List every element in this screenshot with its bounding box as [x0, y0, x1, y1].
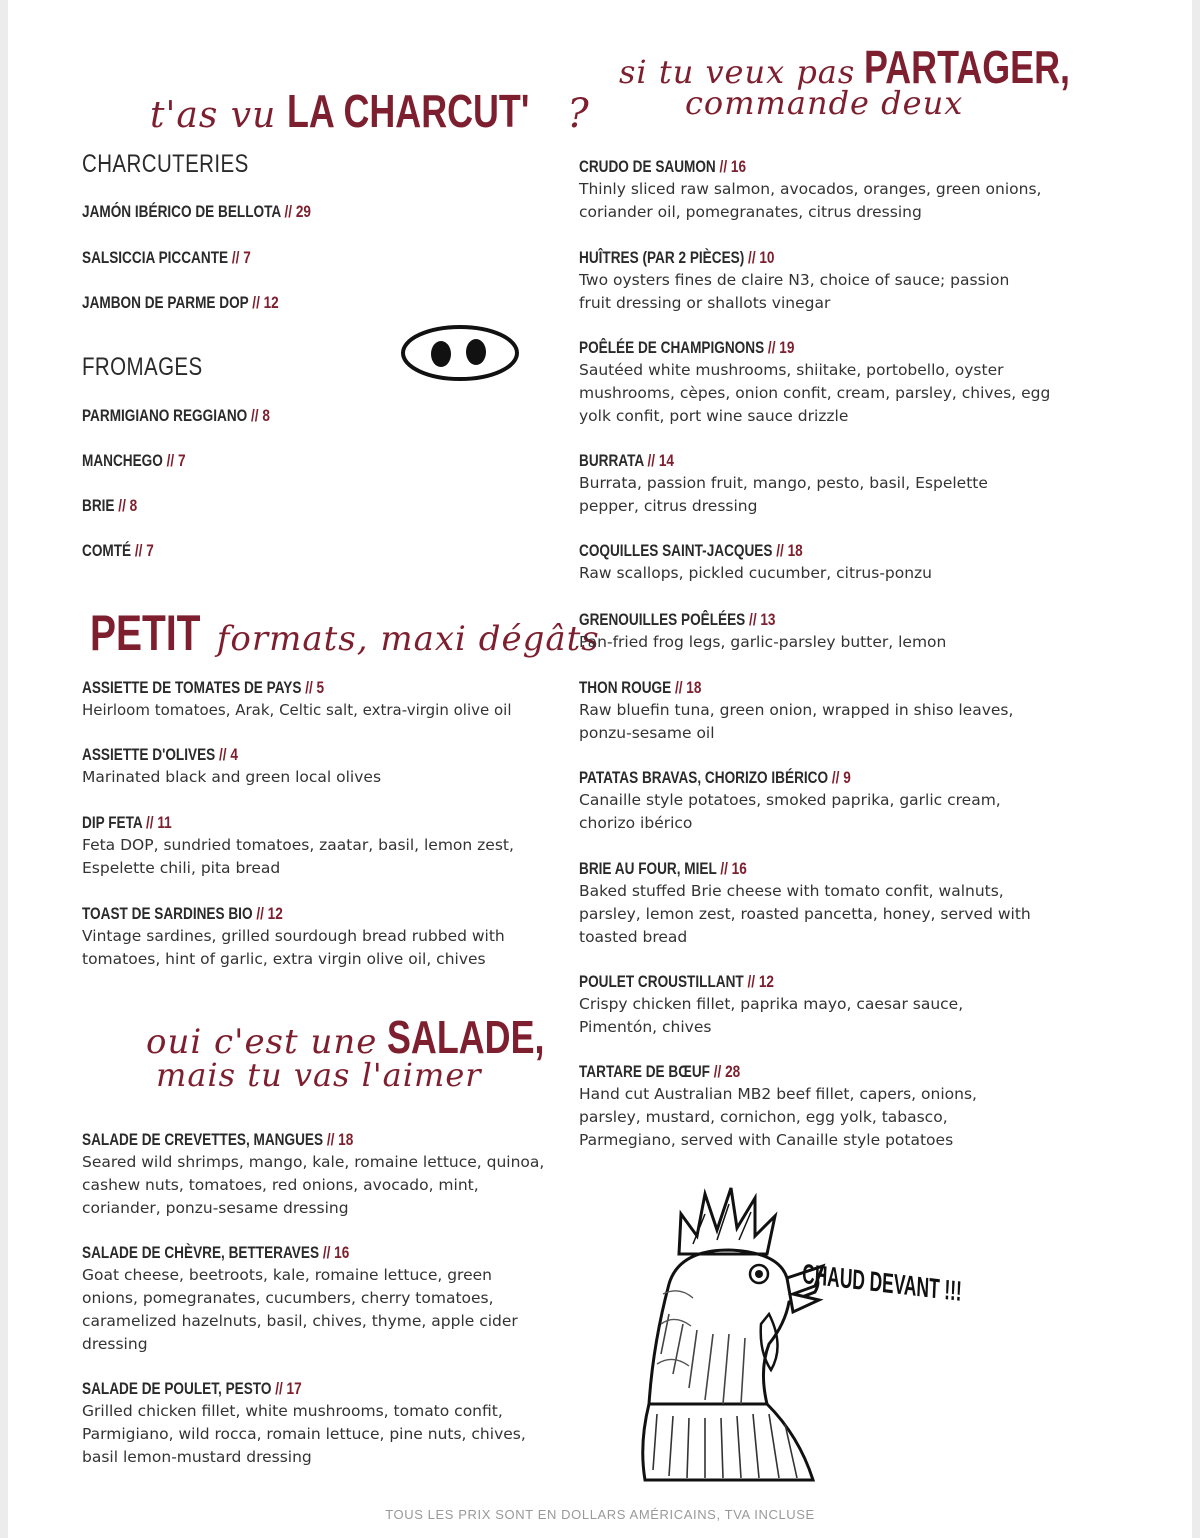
- item-name: CRUDO DE SAUMON: [579, 157, 716, 176]
- item-name: PARMIGIANO REGGIANO: [82, 406, 248, 425]
- item-name: BRIE AU FOUR, MIEL: [579, 859, 717, 878]
- item-name: ASSIETTE DE TOMATES DE PAYS: [82, 678, 302, 697]
- menu-item: [82, 451, 211, 471]
- item-description: Heirloom tomatoes, Arak, Celtic salt, extra-virgin olive oil: [82, 701, 512, 719]
- item-price: // 18: [776, 541, 803, 560]
- item-description: Burrata, passion fruit, mango, pesto, basil, Espelette pepper, citrus dressing: [579, 474, 988, 515]
- footer-note: TOUS LES PRIX SONT EN DOLLARS AMÉRICAINS, TVA INCLUSE: [385, 1507, 815, 1522]
- menu-item: [579, 859, 1059, 949]
- item-price: // 29: [284, 202, 311, 221]
- item-description: Raw bluefin tuna, green onion, wrapped in shiso leaves, ponzu-sesame oil: [579, 701, 1014, 742]
- heading-petit: [90, 604, 600, 662]
- item-price: // 16: [720, 859, 747, 878]
- heading-charcut-question: ?: [567, 91, 590, 137]
- item-price: // 12: [747, 972, 774, 991]
- heading-charcut: [150, 84, 590, 138]
- heading-salade-bold: SALADE,: [386, 1011, 544, 1063]
- item-price: // 17: [275, 1379, 302, 1398]
- item-price: // 4: [219, 745, 238, 764]
- item-price: // 11: [145, 813, 172, 832]
- menu-item: [82, 813, 562, 880]
- item-description: Two oysters fines de claire N3, choice of sauce; passion fruit dressing or shallots vinegar: [579, 271, 1010, 312]
- item-description: Grilled chicken fillet, white mushrooms, tomato confit, Parmigiano, wild rocca, romain lettuce, pine nuts, chives, basil lemon-mustard dressing: [82, 1402, 526, 1466]
- item-price: // 5: [305, 678, 325, 697]
- item-description: Pan-fried frog legs, garlic-parsley butter, lemon: [579, 633, 947, 651]
- menu-item: [579, 678, 1069, 745]
- heading-charcut-script: t'as vu: [150, 95, 277, 136]
- item-description: Canaille style potatoes, smoked paprika, garlic cream, chorizo ibérico: [579, 791, 1001, 832]
- menu-item: [82, 1130, 552, 1220]
- item-price: // 16: [719, 157, 747, 176]
- item-price: // 18: [674, 678, 702, 697]
- item-price: // 12: [252, 293, 279, 312]
- item-name: BURRATA: [579, 451, 644, 470]
- item-description: Goat cheese, beetroots, kale, romaine lettuce, green onions, pomegranates, cucumbers, cherry tomatoes, caramelized hazelnuts, basil, chives, thyme, apple cider dressing: [82, 1266, 518, 1353]
- menu-item: [82, 496, 151, 516]
- item-description: Marinated black and green local olives: [82, 768, 382, 786]
- item-price: // 12: [256, 904, 283, 923]
- item-price: // 10: [748, 248, 775, 267]
- item-name: TOAST DE SARDINES BIO: [82, 904, 253, 923]
- menu-item: [82, 202, 368, 222]
- menu-item: [579, 451, 1049, 518]
- item-name: TARTARE DE BŒUF: [579, 1062, 710, 1081]
- heading-charcut-bold: LA CHARCUT': [287, 85, 530, 137]
- item-price: // 9: [831, 768, 851, 787]
- item-name: SALADE DE CHÈVRE, BETTERAVES: [82, 1243, 320, 1262]
- item-name: THON ROUGE: [579, 678, 672, 697]
- menu-item: [82, 1243, 522, 1356]
- menu-item: [82, 293, 328, 313]
- heading-partager-line2: commande deux: [685, 84, 964, 122]
- item-description: Hand cut Australian MB2 beef fillet, capers, onions, parsley, mustard, cornichon, egg yolk, tabasco, Parmegiano, served with Canaille style potatoes: [579, 1085, 977, 1149]
- heading-petit-bold: PETIT: [90, 605, 201, 661]
- item-price: // 8: [118, 496, 138, 515]
- menu-item: [82, 406, 317, 426]
- menu-item: [82, 1379, 558, 1469]
- heading-petit-script: formats, maxi dégâts: [216, 619, 600, 659]
- item-price: // 18: [326, 1130, 354, 1149]
- item-name: HUÎTRES (PAR 2 PIÈCES): [579, 248, 745, 267]
- menu-item: [82, 248, 293, 268]
- menu-item: [579, 610, 1049, 654]
- item-price: // 16: [322, 1243, 350, 1262]
- item-description: Vintage sardines, grilled sourdough bread rubbed with tomatoes, hint of garlic, extra virgin olive oil, chives: [82, 927, 505, 968]
- item-price: // 19: [767, 338, 795, 357]
- item-price: // 8: [251, 406, 270, 425]
- heading-salade-line2: mais tu vas l'aimer: [156, 1056, 482, 1094]
- item-name: PATATAS BRAVAS, CHORIZO IBÉRICO: [579, 768, 829, 787]
- item-price: // 13: [749, 610, 776, 629]
- menu-item: [82, 745, 562, 789]
- menu-item: [579, 768, 1049, 835]
- item-name: MANCHEGO: [82, 451, 163, 470]
- item-description: Baked stuffed Brie cheese with tomato confit, walnuts, parsley, lemon zest, roasted pancetta, honey, served with toasted bread: [579, 882, 1031, 946]
- rooster-illustration: [609, 1174, 869, 1486]
- heading-partager: [619, 40, 1128, 122]
- item-description: Crispy chicken fillet, paprika mayo, caesar sauce, Pimentón, chives: [579, 995, 964, 1036]
- heading-salade: [146, 1010, 588, 1094]
- menu-item: [579, 972, 1029, 1039]
- rooster-speech: CHAUD DEVANT !!!: [801, 1258, 963, 1307]
- menu-item: [579, 541, 1049, 585]
- item-description: Seared wild shrimps, mango, kale, romaine lettuce, quinoa, cashew nuts, tomatoes, red onions, avocado, mint, coriander, ponzu-sesame dressing: [82, 1153, 545, 1217]
- heading-partager-bold: PARTAGER,: [864, 41, 1071, 93]
- menu-page: [8, 0, 1192, 1538]
- item-description: Raw scallops, pickled cucumber, citrus-ponzu: [579, 564, 933, 582]
- menu-item: [82, 541, 172, 561]
- menu-item: [579, 338, 1069, 428]
- item-price: // 7: [166, 451, 186, 470]
- item-description: Thinly sliced raw salmon, avocados, oranges, green onions, coriander oil, pomegranates, citrus dressing: [579, 180, 1042, 221]
- item-description: Feta DOP, sundried tomatoes, zaatar, basil, lemon zest, Espelette chili, pita bread: [82, 836, 514, 877]
- menu-item: [82, 904, 562, 971]
- item-name: BRIE: [82, 496, 115, 515]
- item-name: DIP FETA: [82, 813, 143, 832]
- item-price: // 7: [134, 541, 154, 560]
- heading-partager-script: si tu veux pas: [619, 53, 856, 91]
- menu-item: [579, 157, 1049, 224]
- menu-item: [82, 678, 572, 722]
- category-fromages: FROMAGES: [82, 353, 203, 381]
- item-name: JAMBON DE PARME DOP: [82, 293, 249, 312]
- item-price: // 7: [231, 248, 251, 267]
- menu-item: [579, 1062, 1039, 1152]
- item-name: POULET CROUSTILLANT: [579, 972, 744, 991]
- item-name: COQUILLES SAINT-JACQUES: [579, 541, 773, 560]
- category-charcuteries: CHARCUTERIES: [82, 150, 249, 178]
- heading-salade-script: oui c'est une: [146, 1022, 378, 1062]
- menu-item: [579, 248, 1029, 315]
- item-price: // 28: [713, 1062, 741, 1081]
- item-name: POÊLÉE DE CHAMPIGNONS: [579, 338, 765, 357]
- item-name: SALSICCIA PICCANTE: [82, 248, 229, 267]
- item-name: ASSIETTE D'OLIVES: [82, 745, 216, 764]
- item-description: Sautéed white mushrooms, shiitake, portobello, oyster mushrooms, cèpes, onion confit, cream, parsley, chives, egg yolk confit, port wine sauce drizzle: [579, 361, 1051, 425]
- item-price: // 14: [647, 451, 674, 470]
- item-name: JAMÓN IBÉRICO DE BELLOTA: [82, 202, 281, 221]
- item-name: SALADE DE CREVETTES, MANGUES: [82, 1130, 324, 1149]
- item-name: COMTÉ: [82, 541, 132, 560]
- item-name: GRENOUILLES POÊLÉES: [579, 610, 746, 629]
- item-name: SALADE DE POULET, PESTO: [82, 1379, 272, 1398]
- pig-snout-icon: [398, 322, 522, 384]
